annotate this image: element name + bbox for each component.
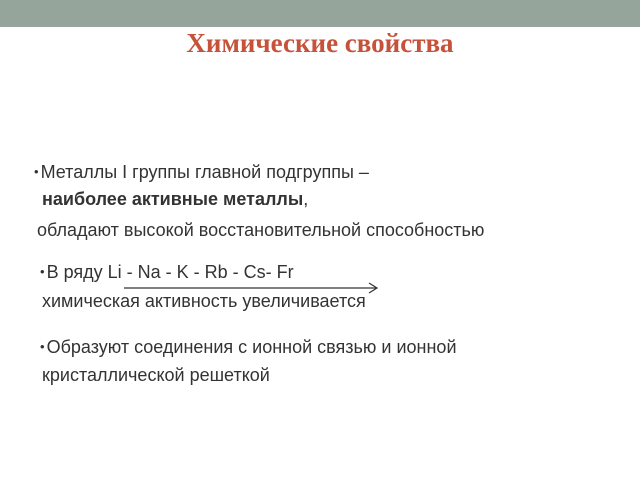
bullet-1-line-1 <box>34 160 369 184</box>
alkali-metal-series: Li - Na - K - Rb - Cs- Fr <box>107 262 294 282</box>
bullet-1-text: Металлы I группы главной подгруппы – <box>40 162 369 182</box>
top-band <box>0 0 640 27</box>
bullet-1-line-3: обладают высокой восстановительной способностью <box>37 220 485 240</box>
bullet-2-line-2: химическая активность увеличивается <box>42 291 366 311</box>
bullet-2-line-1 <box>40 260 294 284</box>
bullet-2-prefix: В ряду <box>46 262 108 282</box>
bullet-marker: • <box>40 264 45 279</box>
bullet-3-text: Образуют соединения с ионной связью и ионной <box>46 337 457 357</box>
bullet-3-line-2: кристаллической решеткой <box>42 365 270 385</box>
bullet-marker: • <box>34 164 39 179</box>
slide-title: Химические свойства <box>186 28 454 58</box>
bullet-1-comma: , <box>303 189 309 209</box>
bullet-3-line-1 <box>40 335 457 359</box>
bullet-1-line-2 <box>42 188 308 211</box>
bullet-1-emphasis: наиболее активные металлы <box>42 189 304 209</box>
bullet-marker: • <box>40 339 45 354</box>
